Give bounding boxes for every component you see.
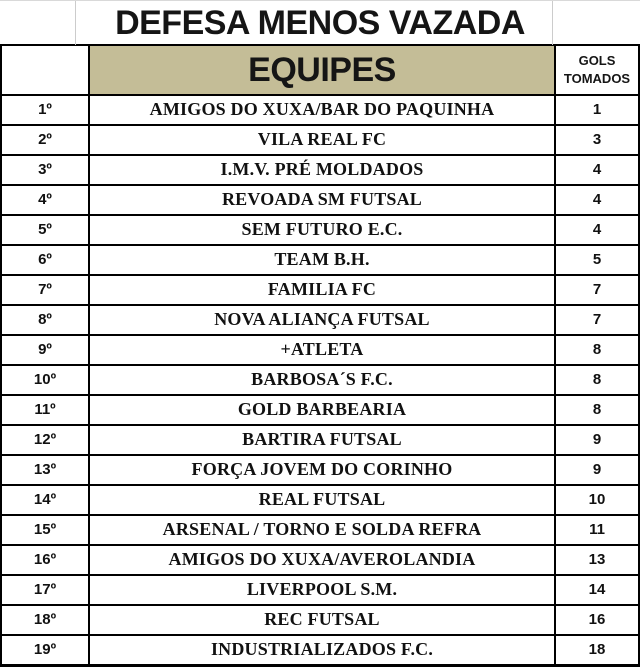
team-name-cell: ARSENAL / TORNO E SOLDA REFRA <box>89 515 555 545</box>
rank-cell: 18º <box>1 605 89 635</box>
rank-cell: 11º <box>1 395 89 425</box>
table-row <box>1 185 639 215</box>
rank-cell: 2º <box>1 125 89 155</box>
table-row <box>1 455 639 485</box>
team-name-cell: FAMILIA FC <box>89 275 555 305</box>
rank-cell: 13º <box>1 455 89 485</box>
team-name-cell: FORÇA JOVEM DO CORINHO <box>89 455 555 485</box>
rank-cell: 4º <box>1 185 89 215</box>
table-row <box>1 95 639 125</box>
team-name-cell: BARTIRA FUTSAL <box>89 425 555 455</box>
table-row <box>1 545 639 575</box>
team-name-cell: TEAM B.H. <box>89 245 555 275</box>
rank-cell: 8º <box>1 305 89 335</box>
rank-cell: 7º <box>1 275 89 305</box>
header-blank-cell <box>1 45 89 95</box>
header-gols-line2: TOMADOS <box>563 71 631 86</box>
gols-tomados-cell: 14 <box>555 575 639 605</box>
team-name-cell: BARBOSA´S F.C. <box>89 365 555 395</box>
gols-tomados-cell: 13 <box>555 545 639 575</box>
table-row <box>1 275 639 305</box>
gols-tomados-cell: 4 <box>555 215 639 245</box>
gols-tomados-cell: 11 <box>555 515 639 545</box>
gols-tomados-cell: 10 <box>555 485 639 515</box>
gols-tomados-cell: 8 <box>555 395 639 425</box>
gols-tomados-cell: 16 <box>555 605 639 635</box>
team-name-cell: REC FUTSAL <box>89 605 555 635</box>
team-name-cell: LIVERPOOL S.M. <box>89 575 555 605</box>
table-row <box>1 425 639 455</box>
rank-cell: 6º <box>1 245 89 275</box>
rank-cell: 5º <box>1 215 89 245</box>
header-equipes: EQUIPES <box>89 45 555 95</box>
gols-tomados-cell: 9 <box>555 425 639 455</box>
gols-tomados-cell: 18 <box>555 635 639 666</box>
rank-cell: 12º <box>1 425 89 455</box>
team-name-cell: INDUSTRIALIZADOS F.C. <box>89 635 555 666</box>
table-row <box>1 515 639 545</box>
team-name-cell: SEM FUTURO E.C. <box>89 215 555 245</box>
team-name-cell: REVOADA SM FUTSAL <box>89 185 555 215</box>
gols-tomados-cell: 1 <box>555 95 639 125</box>
gols-tomados-cell: 4 <box>555 155 639 185</box>
team-name-cell: +ATLETA <box>89 335 555 365</box>
page-title: DEFESA MENOS VAZADA <box>115 4 525 42</box>
table-row <box>1 485 639 515</box>
table-row <box>1 125 639 155</box>
rank-cell: 16º <box>1 545 89 575</box>
rank-cell: 15º <box>1 515 89 545</box>
team-name-cell: AMIGOS DO XUXA/BAR DO PAQUINHA <box>89 95 555 125</box>
table-row <box>1 245 639 275</box>
team-name-cell: REAL FUTSAL <box>89 485 555 515</box>
gols-tomados-cell: 8 <box>555 365 639 395</box>
header-gols-line1: GOLS <box>578 52 616 68</box>
header-row <box>1 45 639 95</box>
table-row <box>1 365 639 395</box>
team-name-cell: GOLD BARBEARIA <box>89 395 555 425</box>
gols-tomados-cell: 7 <box>555 305 639 335</box>
rank-cell: 3º <box>1 155 89 185</box>
gols-tomados-cell: 3 <box>555 125 639 155</box>
team-name-cell: NOVA ALIANÇA FUTSAL <box>89 305 555 335</box>
table-row <box>1 635 639 666</box>
team-name-cell: I.M.V. PRÉ MOLDADOS <box>89 155 555 185</box>
team-name-cell: VILA REAL FC <box>89 125 555 155</box>
gols-tomados-cell: 5 <box>555 245 639 275</box>
table-row <box>1 155 639 185</box>
gols-tomados-cell: 9 <box>555 455 639 485</box>
header-gols-tomados <box>555 45 639 95</box>
gols-tomados-cell: 4 <box>555 185 639 215</box>
rank-cell: 9º <box>1 335 89 365</box>
table-row <box>1 335 639 365</box>
rank-cell: 17º <box>1 575 89 605</box>
gols-tomados-cell: 8 <box>555 335 639 365</box>
table-row <box>1 575 639 605</box>
rank-cell: 14º <box>1 485 89 515</box>
table-row <box>1 395 639 425</box>
rank-cell: 1º <box>1 95 89 125</box>
table-row <box>1 305 639 335</box>
team-name-cell: AMIGOS DO XUXA/AVEROLANDIA <box>89 545 555 575</box>
standings-table <box>0 44 640 667</box>
table-row <box>1 605 639 635</box>
title-row <box>0 0 640 44</box>
gols-tomados-cell: 7 <box>555 275 639 305</box>
table-row <box>1 215 639 245</box>
rank-cell: 10º <box>1 365 89 395</box>
rank-cell: 19º <box>1 635 89 666</box>
